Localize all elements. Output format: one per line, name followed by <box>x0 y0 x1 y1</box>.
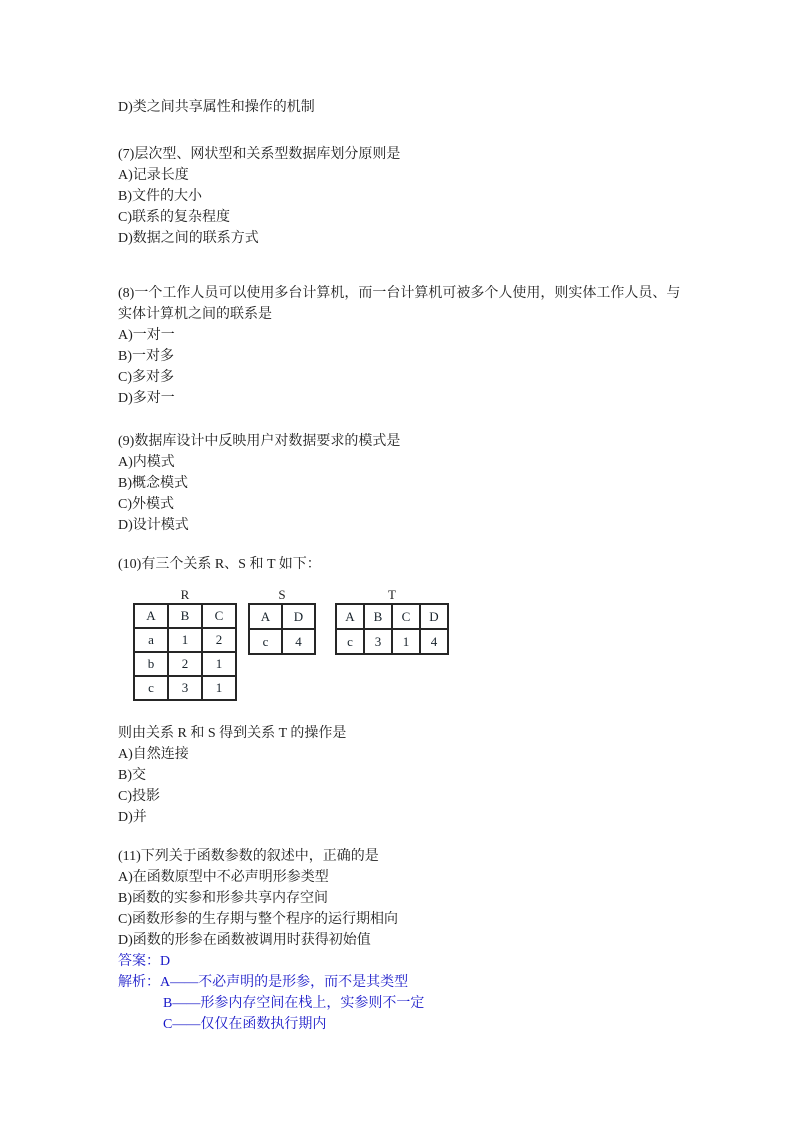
relation-s-caption: S <box>278 587 286 602</box>
question-7-option-d: D)数据之间的联系方式 <box>118 231 259 246</box>
question-block-9 <box>118 431 684 536</box>
data-cell: 1 <box>168 628 202 652</box>
data-cell: a <box>134 628 168 652</box>
analysis-label: 解析： <box>118 975 160 990</box>
header-cell: C <box>202 604 236 628</box>
question-10-intro: (10)有三个关系 R、S 和 T 如下： <box>118 557 321 572</box>
question-7-option-a: A)记录长度 <box>118 168 189 183</box>
data-cell: 1 <box>202 652 236 676</box>
analysis-line-1 <box>118 972 684 993</box>
analysis-line-3: C——仅仅在函数执行期内 <box>163 1017 327 1032</box>
header-cell: D <box>282 604 315 629</box>
question-8-option-a: A)一对一 <box>118 328 175 343</box>
data-cell: c <box>249 629 282 654</box>
data-cell: 2 <box>168 652 202 676</box>
answer-value: D <box>160 954 171 969</box>
header-cell: B <box>168 604 202 628</box>
relation-r-grid <box>133 603 237 701</box>
relation-table-r <box>133 587 237 701</box>
relation-t-caption: T <box>388 587 396 602</box>
question-8-stem-line2: 实体计算机之间的联系是 <box>118 307 272 322</box>
answer-line <box>118 951 684 972</box>
data-cell: 2 <box>202 628 236 652</box>
question-10-option-b: B)交 <box>118 768 146 783</box>
relation-table-t <box>335 587 449 655</box>
question-9-stem: (9)数据库设计中反映用户对数据要求的模式是 <box>118 434 401 449</box>
relation-table-s <box>248 587 316 655</box>
question-8-option-d: D)多对一 <box>118 391 175 406</box>
question-10-follow-up-block <box>118 723 684 828</box>
question-11-stem: (11)下列关于函数参数的叙述中，正确的是 <box>118 849 379 864</box>
analysis-line-2: B——形参内存空间在栈上，实参则不一定 <box>163 996 425 1011</box>
question-block-11 <box>118 846 684 1035</box>
question-11-option-c: C)函数形参的生存期与整个程序的运行期相向 <box>118 912 398 927</box>
data-cell: 4 <box>420 629 448 654</box>
stray-option-d: D)类之间共享属性和操作的机制 <box>118 100 315 115</box>
data-cell: 1 <box>202 676 236 700</box>
question-9-option-d: D)设计模式 <box>118 518 189 533</box>
header-cell: B <box>364 604 392 629</box>
question-9-option-a: A)内模式 <box>118 455 175 470</box>
header-cell: A <box>249 604 282 629</box>
relation-s-grid <box>248 603 316 655</box>
question-8-stem-line1: (8)一个工作人员可以使用多台计算机，而一台计算机可被多个人使用，则实体工作人员、与 <box>118 286 681 301</box>
question-10-option-d: D)并 <box>118 810 147 825</box>
relations-figure <box>118 587 684 711</box>
question-11-option-d: D)函数的形参在函数被调用时获得初始值 <box>118 933 371 948</box>
header-cell: C <box>392 604 420 629</box>
data-cell: c <box>336 629 364 654</box>
data-cell: b <box>134 652 168 676</box>
data-cell: 3 <box>364 629 392 654</box>
question-block-8 <box>118 283 684 409</box>
question-8-option-c: C)多对多 <box>118 370 174 385</box>
data-cell: c <box>134 676 168 700</box>
header-cell: D <box>420 604 448 629</box>
relation-r-caption: R <box>180 587 190 602</box>
answer-label: 答案： <box>118 954 160 969</box>
question-11-option-a: A)在函数原型中不必声明形参类型 <box>118 870 329 885</box>
question-7-option-c: C)联系的复杂程度 <box>118 210 230 225</box>
question-10-follow-up: 则由关系 R 和 S 得到关系 T 的操作是 <box>118 726 347 741</box>
relation-t-grid <box>335 603 449 655</box>
data-cell: 3 <box>168 676 202 700</box>
data-cell: 1 <box>392 629 420 654</box>
question-10-option-a: A)自然连接 <box>118 747 189 762</box>
data-cell: 4 <box>282 629 315 654</box>
question-block-10 <box>118 554 684 828</box>
question-block-7 <box>118 144 684 249</box>
question-8-option-b: B)一对多 <box>118 349 174 364</box>
question-7-stem: (7)层次型、网状型和关系型数据库划分原则是 <box>118 147 401 162</box>
analysis-text-a: A——不必声明的是形参，而不是其类型 <box>160 975 409 990</box>
question-11-option-b: B)函数的实参和形参共享内存空间 <box>118 891 328 906</box>
question-9-option-b: B)概念模式 <box>118 476 188 491</box>
question-10-option-c: C)投影 <box>118 789 160 804</box>
question-7-option-b: B)文件的大小 <box>118 189 202 204</box>
question-9-option-c: C)外模式 <box>118 497 174 512</box>
header-cell: A <box>336 604 364 629</box>
header-cell: A <box>134 604 168 628</box>
